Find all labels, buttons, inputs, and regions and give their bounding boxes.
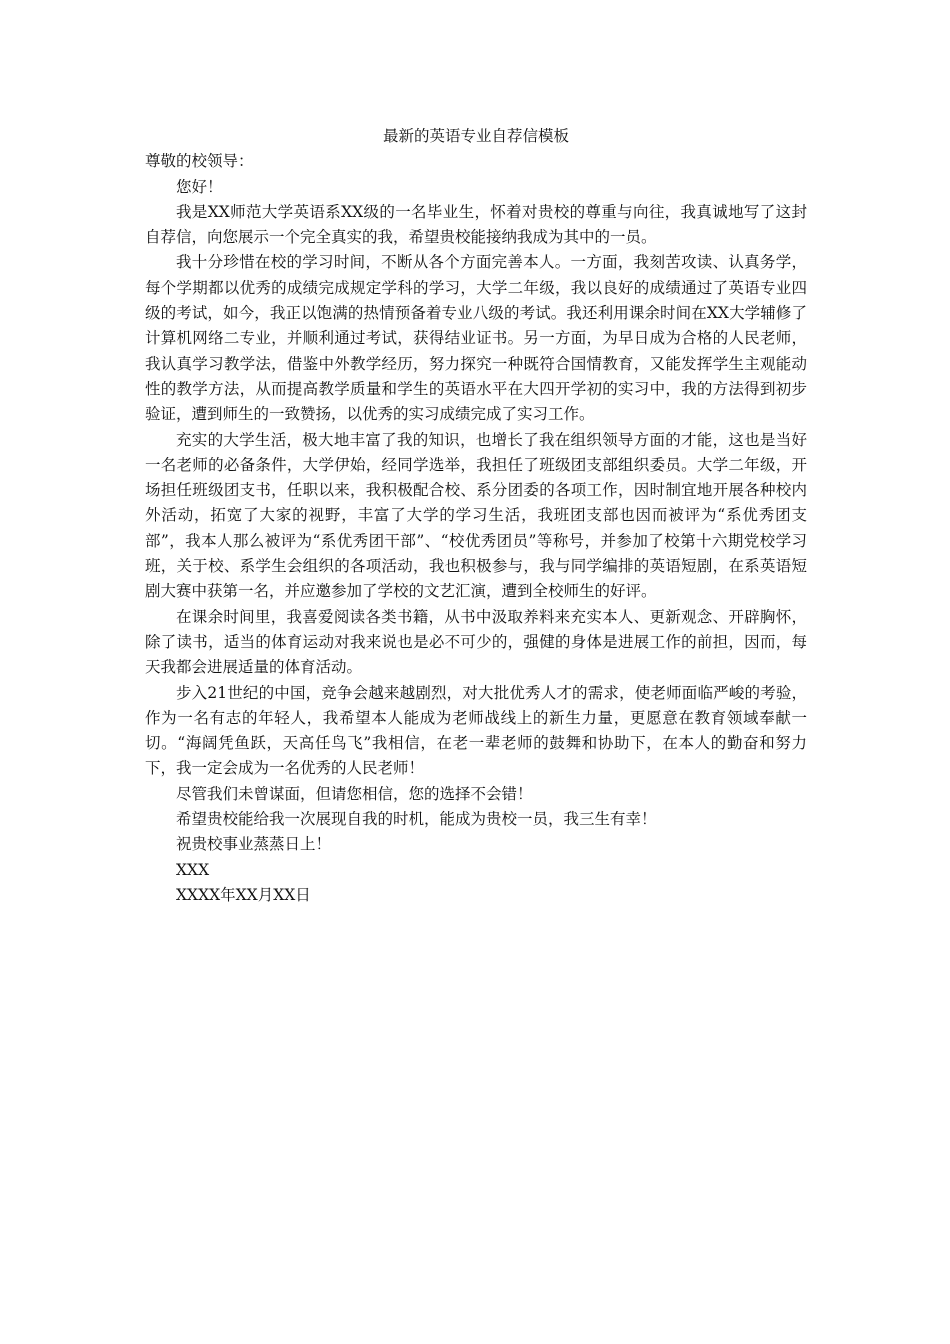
paragraph-study: 我十分珍惜在校的学习时间，不断从各个方面完善本人。一方面，我刻苦攻读、认真务学，每个学期都以优秀的成绩完成规定学科的学习，大学二年级，我以良好的成绩通过了英语专业四级的考试，如今，我正以饱满的热情预备着专业八级的考试。我还利用课余时间在XX大学辅修了计算机网络二专业，并顺利通过考试，获得结业证书。另一方面，为早日成为合格的人民老师，我认真学习教学法，借鉴中外教学经历，努力探究一种既符合国情教育，又能发挥学生主观能动性的教学方法，从而提高教学质量和学生的英语水平在大四开学初的实习中，我的方法得到初步验证，遭到师生的一致赞扬，以优秀的实习成绩完成了实习工作。 [145,253,807,424]
paragraph-campus-life: 充实的大学生活，极大地丰富了我的知识，也增长了我在组织领导方面的才能，这也是当好一名老师的必备条件，大学伊始，经同学选举，我担任了班级团支部组织委员。大学二年级，开场担任班级团支书，任职以来，我积极配合校、系分团委的各项工作，因时制宜地开展各种校内外活动，拓宽了大家的视野，丰富了大学的学习生活，我班团支部也因而被评为“系优秀团支部”，我本人那么被评为“系优秀团干部”、“校优秀团员”等称号，并参加了校第十六期党校学习班，关于校、系学生会组织的各项活动，我也积极参与，我与同学编排的英语短剧，在系英语短剧大赛中获第一名，并应邀参加了学校的文艺汇演，遭到全校师生的好评。 [145,430,807,601]
signature: XXX [176,860,210,879]
paragraph-trust: 尽管我们未曾谋面，但请您相信，您的选择不会错！ [176,784,533,803]
paragraph-intro: 我是XX师范大学英语系XX级的一名毕业生，怀着对贵校的尊重与向往，我真诚地写了这封自荐信，向您展示一个完全真实的我，希望贵校能接纳我成为其中的一员。 [145,202,807,247]
paragraph-aspiration: 步入21世纪的中国，竞争会越来越剧烈，对大批优秀人才的需求，使老师面临严峻的考验，作为一名有志的年轻人，我希望本人能成为老师战线上的新生力量，更愿意在教育领域奉献一切。“海阔凭鱼跃，天高任鸟飞”我相信，在老一辈老师的鼓舞和协助下，在本人的勤奋和努力下，我一定会成为一名优秀的人民老师！ [145,683,807,778]
document-title: 最新的英语专业自荐信模板 [382,127,569,145]
paragraph-hobbies: 在课余时间里，我喜爱阅读各类书籍，从书中汲取养料来充实本人、更新观念、开辟胸怀，除了读书，适当的体育运动对我来说也是必不可少的，强健的身体是进展工作的前担，因而，每天我都会进展适量的体育活动。 [145,607,807,677]
closing-hope: 希望贵校能给我一次展现自我的时机，能成为贵校一员，我三生有幸！ [176,810,657,829]
greeting: 您好！ [176,177,223,196]
closing-wish: 祝贵校事业蒸蒸日上！ [176,835,332,854]
date: XXXX年XX月XX日 [176,885,311,904]
salutation: 尊敬的校领导： [145,152,254,171]
letter-body [145,124,807,908]
